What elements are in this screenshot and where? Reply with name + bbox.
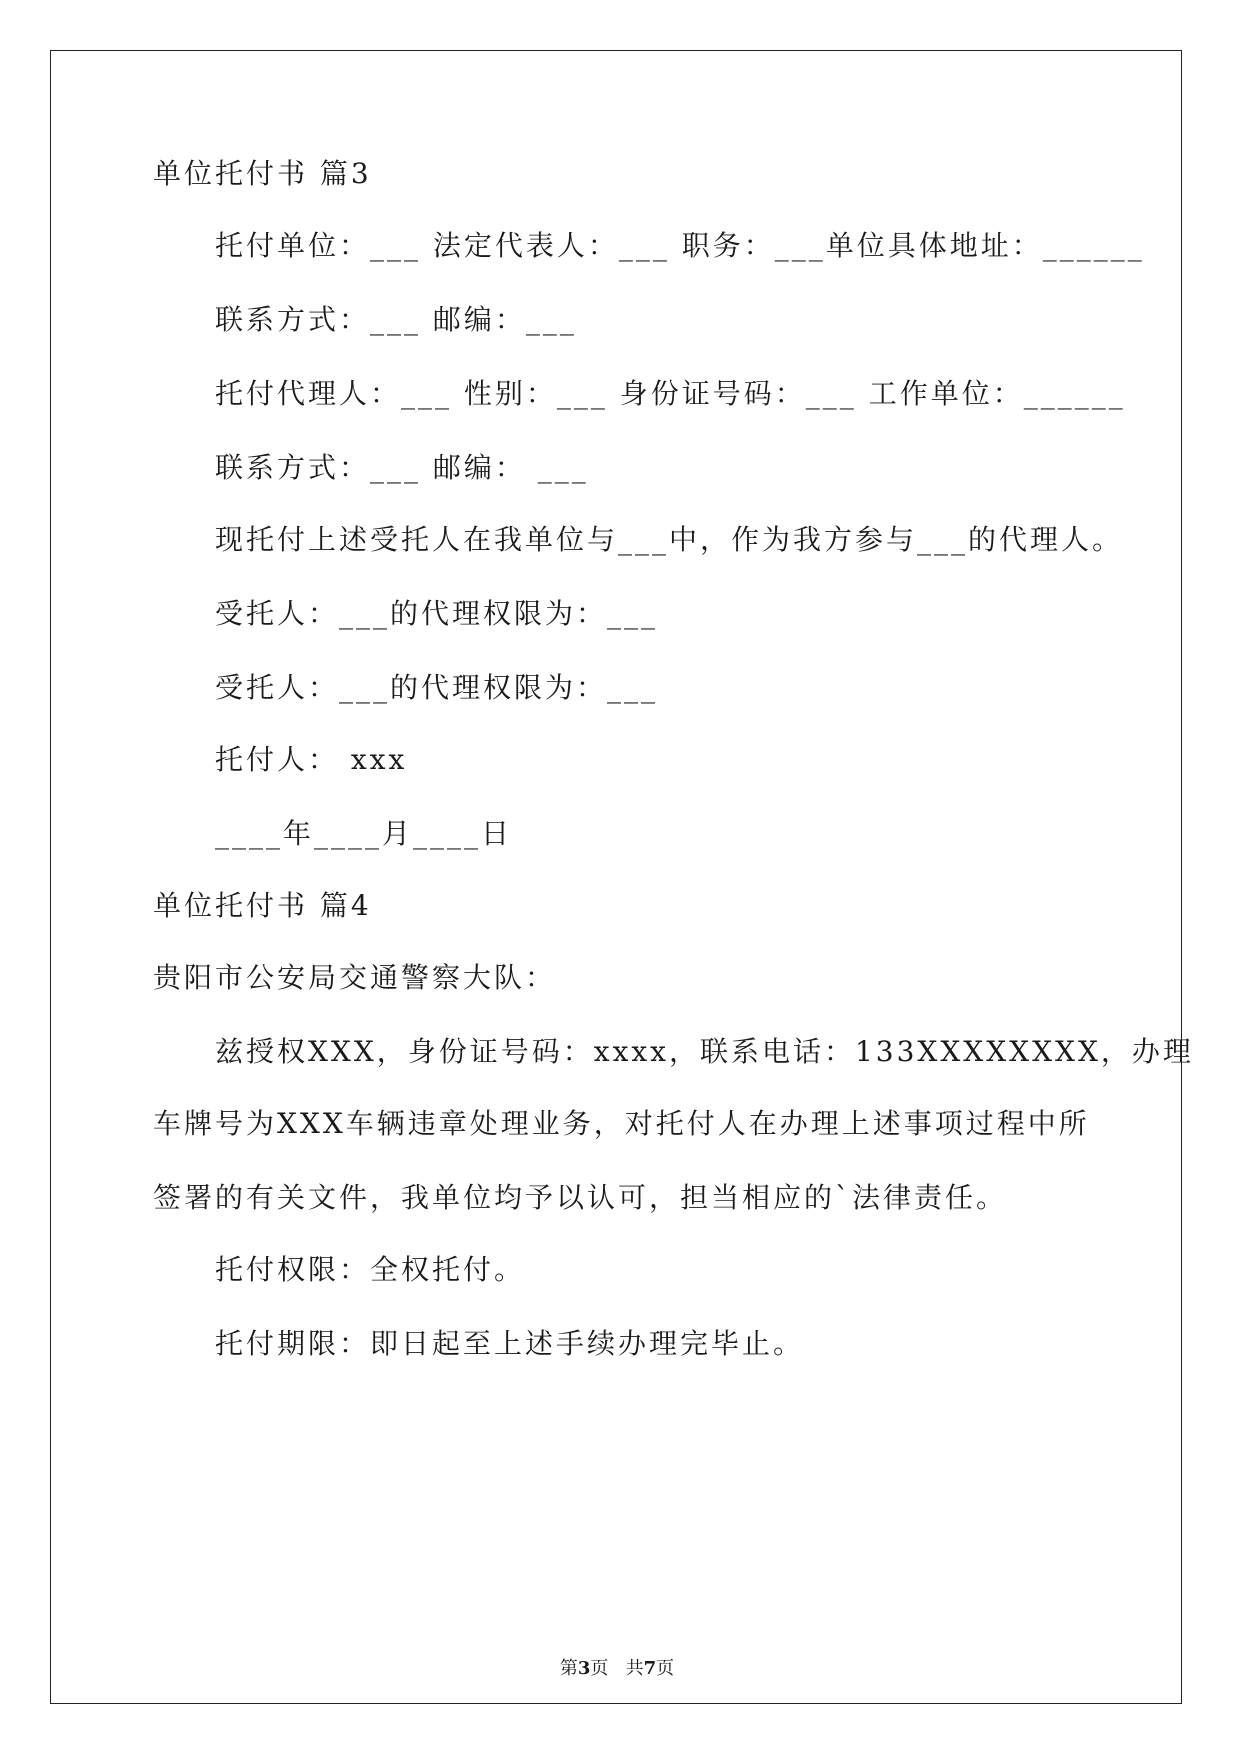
footer-page-label: 第 <box>559 1658 578 1679</box>
field-line-authority-2: 受托人：___的代理权限为：___ <box>215 671 659 704</box>
footer-page-current: 3 <box>577 1658 591 1679</box>
field-line-scope: 托付权限：全权托付。 <box>215 1253 526 1286</box>
field-line-date: ____年____月____日 <box>215 817 513 850</box>
page-frame <box>50 50 1194 1704</box>
paragraph-authorization-2: 车牌号为XXX车辆违章处理业务，对托付人在办理上述事项过程中所 <box>153 1107 1090 1140</box>
section-heading-3: 单位托付书 篇3 <box>153 157 372 190</box>
field-line-agent: 托付代理人：___ 性别：___ 身份证号码：___ 工作单位：______ <box>215 377 1126 410</box>
footer-total-unit: 页 <box>656 1658 675 1679</box>
footer-page-unit: 页 <box>590 1658 609 1679</box>
paragraph-authorization-1: 兹授权XXX，身份证号码：xxxx，联系电话：133XXXXXXXX，办理 <box>215 1035 1194 1068</box>
footer-page-total: 7 <box>643 1658 657 1679</box>
section-heading-4: 单位托付书 篇4 <box>153 889 372 922</box>
footer-total-label: 共 <box>625 1658 644 1679</box>
paragraph-entrust: 现托付上述受托人在我单位与___中，作为我方参与___的代理人。 <box>215 523 1124 556</box>
field-line-signer: 托付人： xxx <box>215 743 408 776</box>
field-line-authority-1: 受托人：___的代理权限为：___ <box>215 597 659 630</box>
field-line-period: 托付期限：即日起至上述手续办理完毕止。 <box>215 1327 805 1360</box>
field-line-principal: 托付单位：___ 法定代表人：___ 职务：___单位具体地址：______ <box>215 229 1145 262</box>
page-footer <box>51 1657 1183 1681</box>
addressee-line: 贵阳市公安局交通警察大队： <box>153 961 557 994</box>
field-line-contact-2: 联系方式：___ 邮编： ___ <box>215 451 589 484</box>
paragraph-authorization-3: 签署的有关文件，我单位均予以认可，担当相应的`法律责任。 <box>153 1181 1008 1214</box>
field-line-contact-1: 联系方式：___ 邮编：___ <box>215 303 577 336</box>
